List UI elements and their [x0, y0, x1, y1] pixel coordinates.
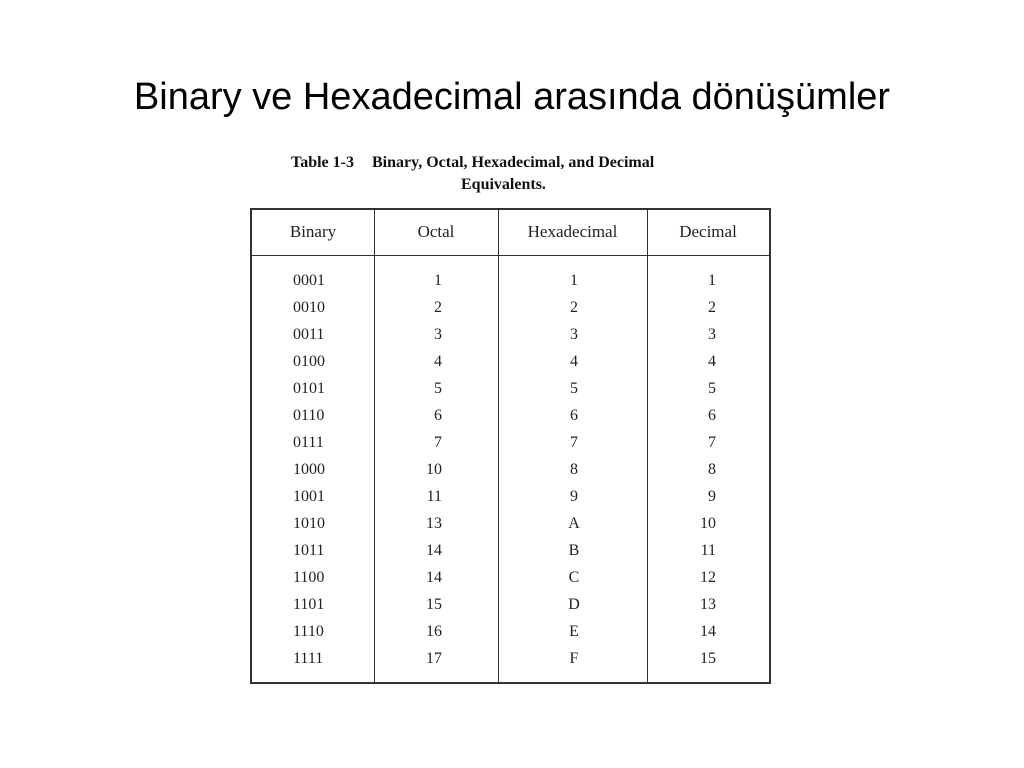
decimal-cell: 8 [708, 461, 716, 478]
decimal-cell: 10 [700, 515, 716, 532]
octal-cell: 15 [426, 596, 442, 613]
binary-column [293, 271, 325, 676]
column-divider [647, 210, 648, 682]
octal-cell: 14 [426, 569, 442, 586]
octal-cell: 6 [434, 407, 442, 424]
hexadecimal-cell: F [569, 650, 579, 667]
binary-cell: 0011 [293, 326, 325, 343]
decimal-cell: 6 [708, 407, 716, 424]
hexadecimal-cell: C [568, 569, 580, 586]
caption-label: Table 1-3 [291, 154, 354, 171]
hexadecimal-cell: 7 [570, 434, 578, 451]
octal-cell: 4 [434, 353, 442, 370]
hexadecimal-cell: 5 [570, 380, 578, 397]
octal-cell: 7 [434, 434, 442, 451]
header-divider [252, 255, 769, 256]
caption-text: Binary, Octal, Hexadecimal, and Decimal [371, 154, 655, 171]
hexadecimal-column [554, 271, 594, 676]
decimal-cell: 4 [708, 353, 716, 370]
octal-cell: 13 [426, 515, 442, 532]
decimal-cell: 15 [700, 650, 716, 667]
hexadecimal-cell: 1 [570, 272, 578, 289]
decimal-cell: 12 [700, 569, 716, 586]
octal-cell: 2 [434, 299, 442, 316]
column-header-octal: Octal [417, 222, 455, 241]
octal-column [402, 271, 442, 676]
binary-cell: 1101 [293, 596, 325, 613]
hexadecimal-cell: E [569, 623, 579, 640]
hexadecimal-cell: D [568, 596, 580, 613]
hexadecimal-cell: A [568, 515, 580, 532]
octal-cell: 14 [426, 542, 442, 559]
column-header-decimal: Decimal [679, 222, 737, 241]
slide-title: Binary ve Hexadecimal arasında dönüşümler [133, 76, 891, 118]
binary-cell: 0010 [293, 299, 325, 316]
octal-cell: 17 [426, 650, 442, 667]
octal-cell: 3 [434, 326, 442, 343]
conversion-table [250, 208, 771, 684]
binary-cell: 1010 [293, 515, 325, 532]
binary-cell: 0001 [293, 272, 325, 289]
hexadecimal-cell: 8 [570, 461, 578, 478]
octal-cell: 5 [434, 380, 442, 397]
hexadecimal-cell: B [568, 542, 580, 559]
binary-cell: 1111 [293, 650, 324, 667]
binary-cell: 0110 [293, 407, 325, 424]
decimal-cell: 1 [708, 272, 716, 289]
column-header-hexadecimal: Hexadecimal [527, 222, 618, 241]
decimal-cell: 14 [700, 623, 716, 640]
binary-cell: 1001 [293, 488, 325, 505]
hexadecimal-cell: 9 [570, 488, 578, 505]
binary-cell: 1110 [293, 623, 324, 640]
decimal-cell: 13 [700, 596, 716, 613]
octal-cell: 16 [426, 623, 442, 640]
hexadecimal-cell: 6 [570, 407, 578, 424]
binary-cell: 0100 [293, 353, 325, 370]
decimal-cell: 5 [708, 380, 716, 397]
column-divider [374, 210, 375, 682]
octal-cell: 10 [426, 461, 442, 478]
decimal-cell: 7 [708, 434, 716, 451]
binary-cell: 1100 [293, 569, 325, 586]
binary-cell: 1011 [293, 542, 325, 559]
column-header-binary: Binary [289, 222, 337, 241]
decimal-column [676, 271, 716, 676]
column-divider [498, 210, 499, 682]
hexadecimal-cell: 3 [570, 326, 578, 343]
hexadecimal-cell: 2 [570, 299, 578, 316]
binary-cell: 1000 [293, 461, 325, 478]
decimal-cell: 11 [700, 542, 716, 559]
decimal-cell: 2 [708, 299, 716, 316]
decimal-cell: 9 [708, 488, 716, 505]
caption-text-continued: Equivalents. [461, 176, 546, 193]
decimal-cell: 3 [708, 326, 716, 343]
hexadecimal-cell: 4 [570, 353, 578, 370]
binary-cell: 0101 [293, 380, 325, 397]
table-figure [232, 150, 797, 710]
octal-cell: 1 [434, 272, 442, 289]
octal-cell: 11 [426, 488, 442, 505]
binary-cell: 0111 [293, 434, 324, 451]
